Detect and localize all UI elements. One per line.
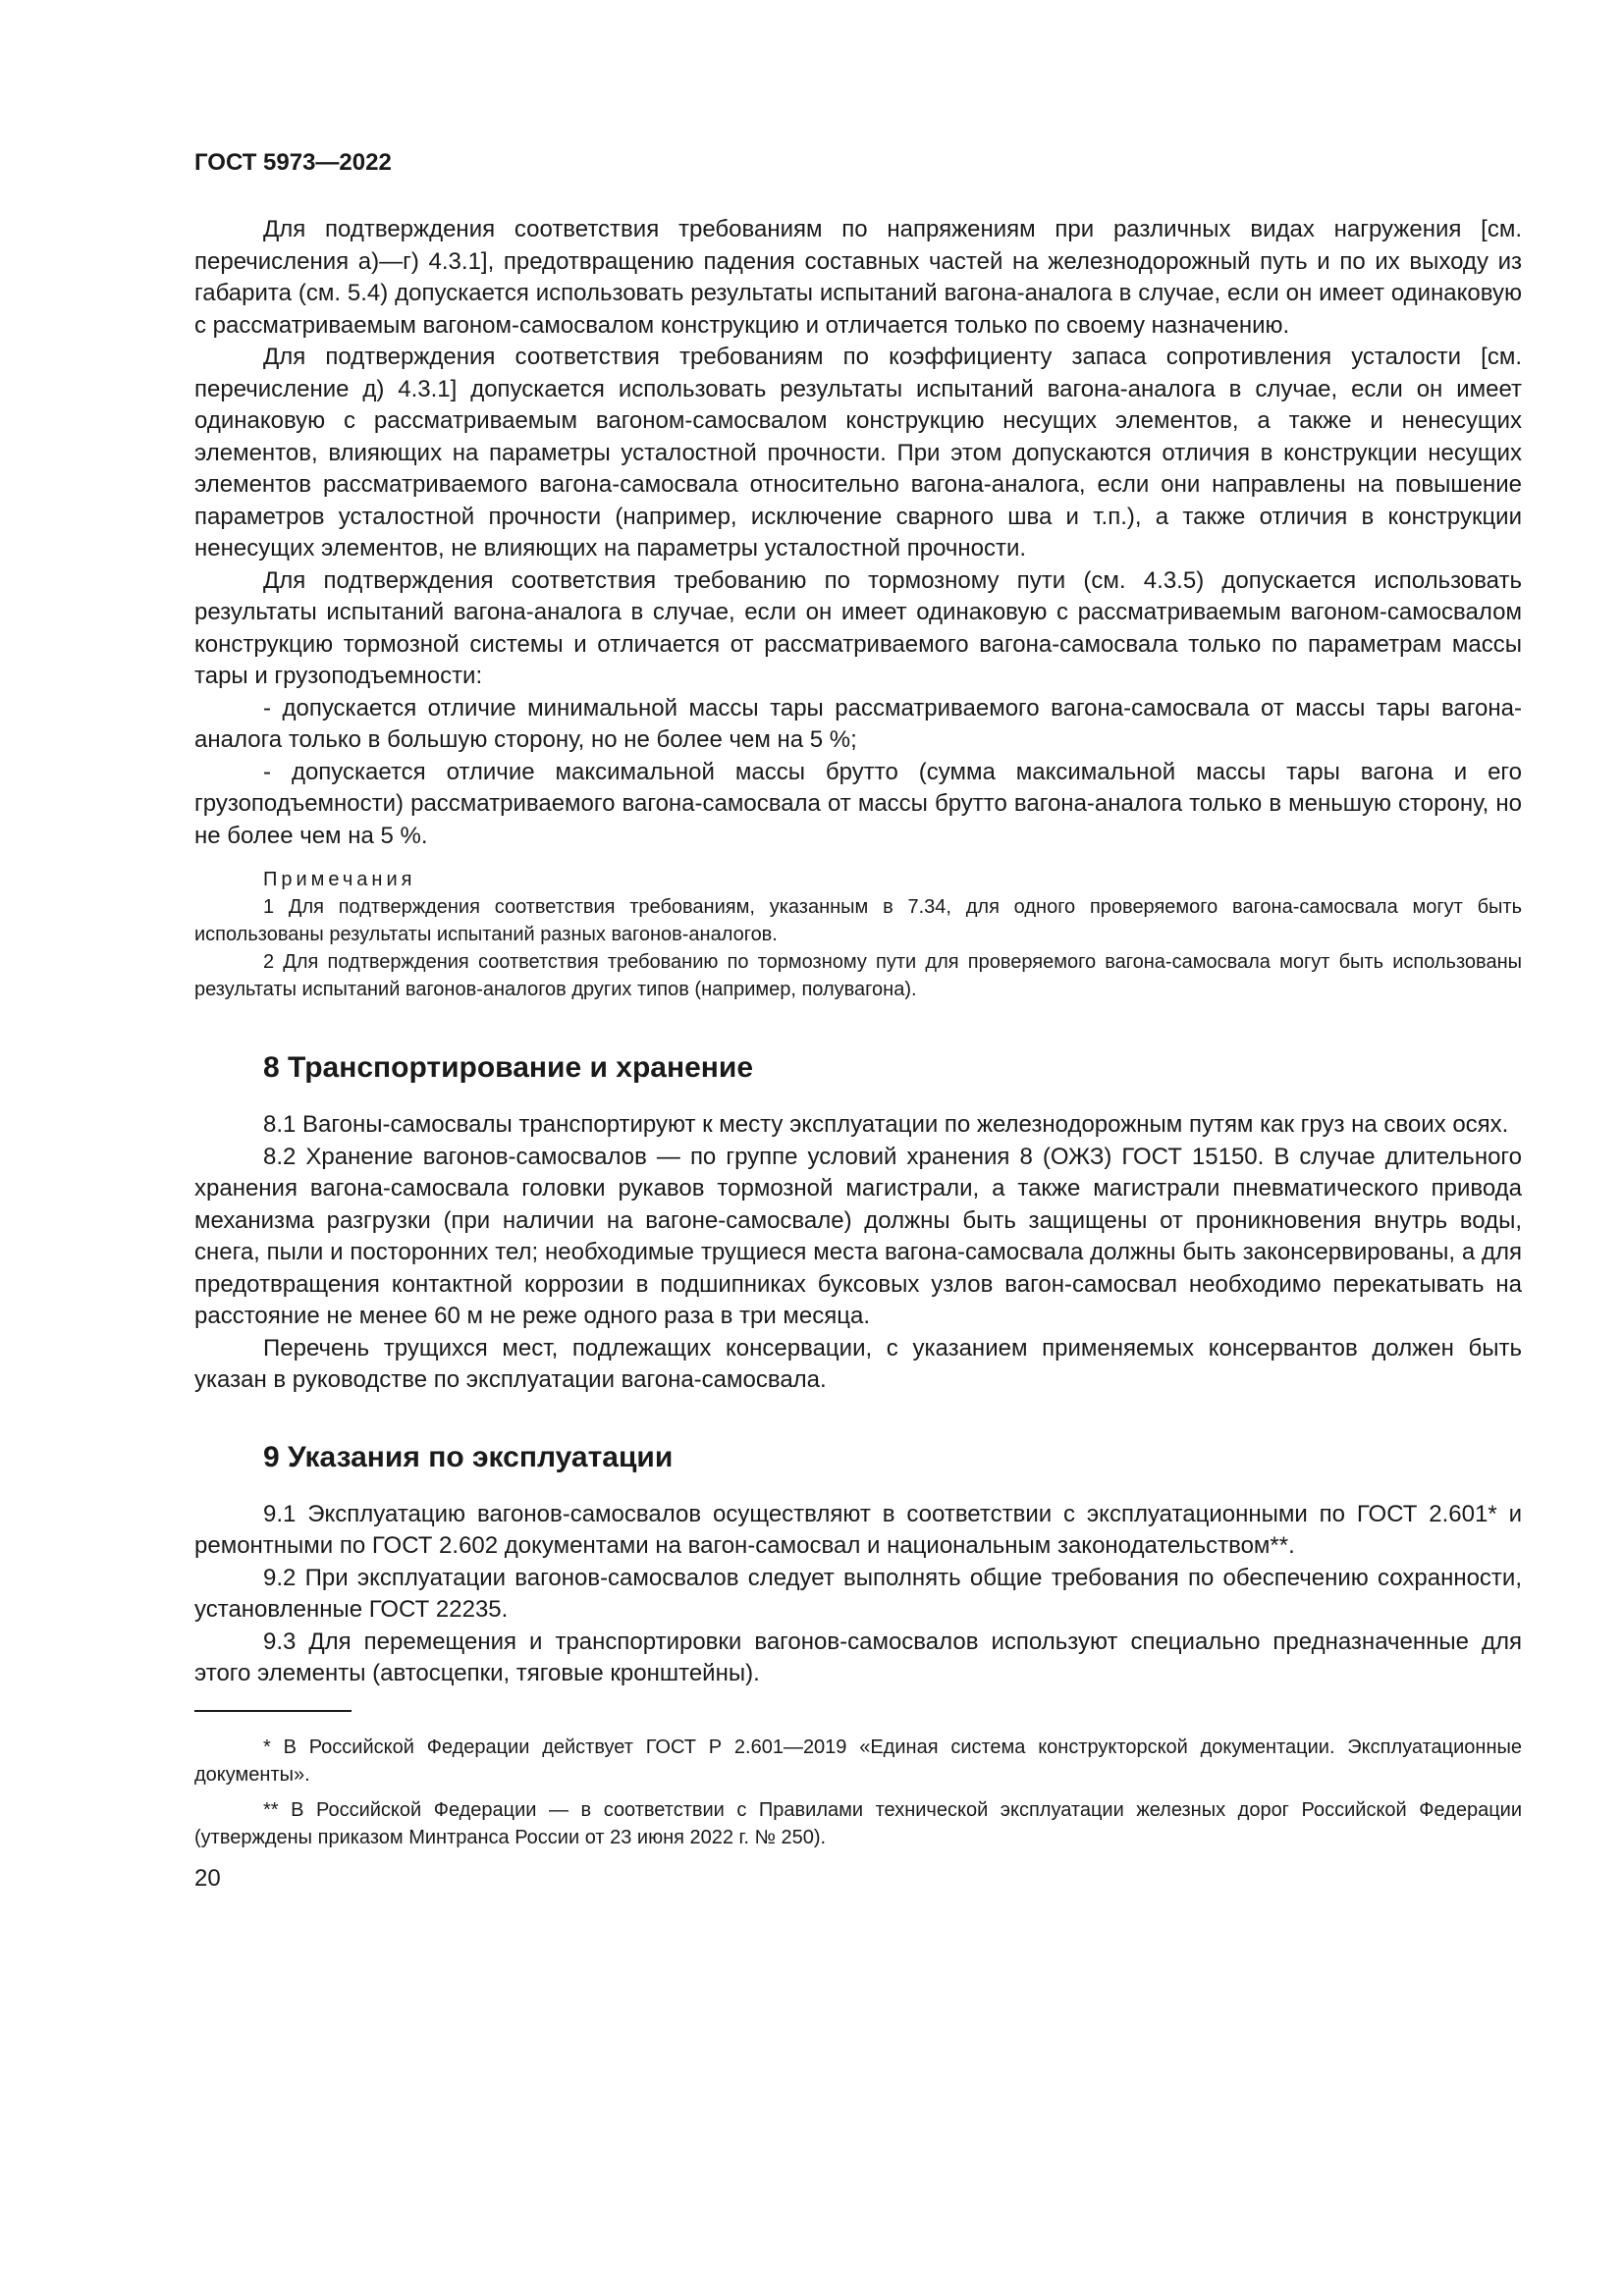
footnote-divider [194, 1710, 352, 1712]
paragraph: Для подтверждения соответствия требованиям по коэффициенту запаса сопротивления усталости [см. перечисление д) 4.3.1] допускается использовать результаты испытаний вагона-аналога в случае, если он имеет одинаковую с рассматриваемым вагоном-самосвалом конструкцию несущих элементов, а также и ненесущих элементов, влияющих на параметры усталостной прочности. При этом допускаются отличия в конструкции несущих элементов рассматриваемого вагона-самосвала относительно вагона-аналога, если они направлены на повышение параметров усталостной прочности (например, исключение сварного шва и т.п.), а также отличия в конструкции ненесущих элементов, не влияющих на параметры усталостной прочности. [194, 344, 1522, 561]
intro-block [194, 214, 1522, 852]
footnote: * В Российской Федерации действует ГОСТ Р 2.601—2019 «Единая система конструкторской документации. Эксплуатационные документы». [194, 1735, 1522, 1786]
paragraph: Для подтверждения соответствия требованиям по напряжениям при различных видах нагружения [см. перечисления а)—г) 4.3.1], предотвращению падения составных частей на железнодорожный путь и по их выходу из габарита (см. 5.4) допускается использовать результаты испытаний вагона-аналога в случае, если он имеет одинаковую с рассматриваемым вагоном-самосвалом конструкцию и отличается только по своему назначению. [194, 216, 1522, 339]
list-item: - допускается отличие максимальной массы брутто (сумма максимальной массы тары вагона и его грузоподъемности) рассматриваемого вагона-самосвала от массы брутто вагона-аналога только в меньшую сторону, но не более чем на 5 %. [194, 758, 1522, 849]
document-page [194, 147, 1522, 1895]
paragraph: 9.2 При эксплуатации вагонов-самосвалов следует выполнять общие требования по обеспечению сохранности, установленные ГОСТ 22235. [194, 1564, 1522, 1623]
paragraph: Для подтверждения соответствия требованию по тормозному пути (см. 4.3.5) допускается использовать результаты испытаний вагона-аналога в случае, если он имеет одинаковую с рассматриваемым вагоном-самосвалом конструкцию тормозной системы и отличается от рассматриваемого вагона-самосвала только по параметрам массы тары и грузоподъемности: [194, 566, 1522, 689]
note-item: 1 Для подтверждения соответствия требованиям, указанным в 7.34, для одного проверяемого вагона-самосвала могут быть использованы результаты испытаний разных вагонов-аналогов. [194, 896, 1522, 945]
paragraph: Перечень трущихся мест, подлежащих консервации, с указанием применяемых консервантов должен быть указан в руководстве по эксплуатации вагона-самосвала. [194, 1334, 1522, 1393]
document-header: ГОСТ 5973—2022 [194, 149, 392, 176]
paragraph: 9.3 Для перемещения и транспортировки вагонов-самосвалов используют специально предназначенные для этого элементы (автосцепки, тяговые кронштейны). [194, 1628, 1522, 1686]
footnotes-block [194, 1734, 1522, 1851]
notes-block [194, 866, 1522, 1003]
footnote: ** В Российской Федерации — в соответствии с Правилами технической эксплуатации железных дорог Российской Федерации (утверждены приказом Минтранса России от 23 июня 2022 г. № 250). [194, 1798, 1522, 1848]
notes-title: Примечания [263, 869, 416, 890]
paragraph: 9.1 Эксплуатацию вагонов-самосвалов осуществляют в соответствии с эксплуатационными по ГОСТ 2.601* и ремонтными по ГОСТ 2.602 документами на вагон-самосвал и национальным законодательством**. [194, 1500, 1522, 1559]
section-8-heading: 8 Транспортирование и хранение [263, 1051, 754, 1084]
section-8-body [194, 1109, 1522, 1397]
note-item: 2 Для подтверждения соответствия требованию по тормозному пути для проверяемого вагона-самосвала могут быть использованы результаты испытаний вагонов-аналогов других типов (например, полувагона). [194, 951, 1522, 1000]
paragraph: 8.1 Вагоны-самосвалы транспортируют к месту эксплуатации по железнодорожным путям как груз на своих осях. [263, 1111, 1509, 1138]
section-9-body [194, 1499, 1522, 1690]
list-item: - допускается отличие минимальной массы тары рассматриваемого вагона-самосвала от массы тары вагона-аналога только в большую сторону, но не более чем на 5 %; [194, 694, 1522, 753]
paragraph: 8.2 Хранение вагонов-самосвалов — по группе условий хранения 8 (ОЖЗ) ГОСТ 15150. В случае длительного хранения вагона-самосвала головки рукавов тормозной магистрали, а также магистрали пневматического привода механизма разгрузки (при наличии на вагоне-самосвале) должны быть защищены от проникновения внутрь воды, снега, пыли и посторонних тел; необходимые трущиеся места вагона-самосвала должны быть законсервированы, а для предотвращения контактной коррозии в подшипниках буксовых узлов вагон-самосвал необходимо перекатывать на расстояние не менее 60 м не реже одного раза в три месяца. [194, 1143, 1522, 1329]
section-9-heading: 9 Указания по эксплуатации [263, 1440, 674, 1473]
page-number: 20 [194, 1864, 221, 1892]
